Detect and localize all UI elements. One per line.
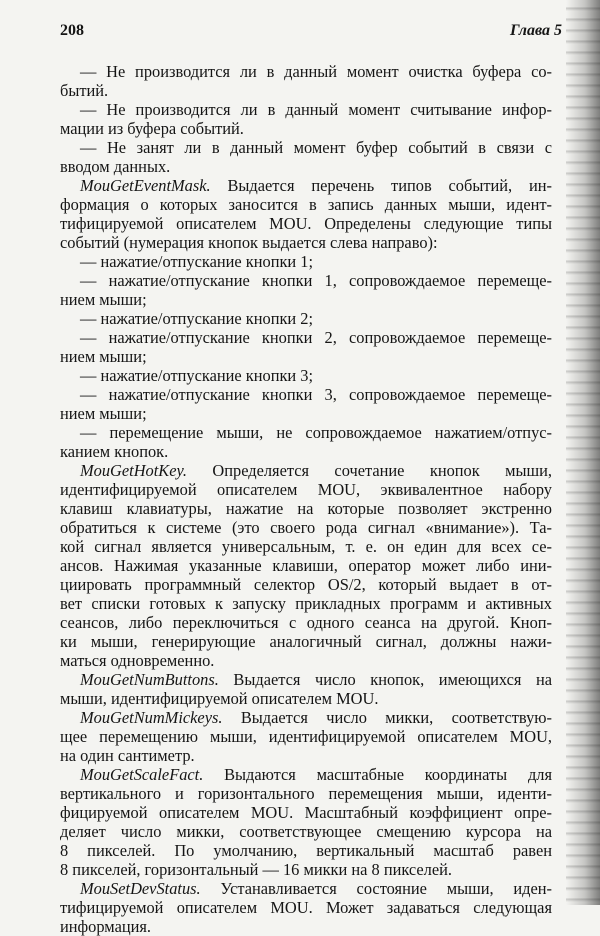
line-text: нием мыши; [60,290,147,309]
text-line [60,898,552,917]
function-name: MouGetScaleFact. [80,765,204,784]
text-line [60,100,552,119]
line-text: щее перемещению мыши, идентифицируемой описателем MOU, [60,727,552,746]
text-line [60,879,552,898]
text-line [60,385,552,404]
line-text: тифицируемой описателем MOU. Определены следующие типы [60,214,552,233]
line-text: ансов. Нажимая указанные клавиши, оператор может либо ини- [60,556,552,575]
function-name: MouGetNumMickeys. [80,708,223,727]
line-text: канием кнопок. [60,442,169,461]
text-line [60,138,552,157]
line-text: — Не занят ли в данный момент буфер событий в связи с [80,138,552,157]
line-text: формация о которых заносится в запись данных мыши, идент- [60,195,552,214]
line-text: Выдаются масштабные координаты для [203,765,552,784]
text-line [60,537,552,556]
chapter-title: Глава 5 [509,22,562,39]
line-text: бытий. [60,81,109,100]
text-line [60,157,552,176]
line-text: нием мыши; [60,404,147,423]
function-name: MouGetNumButtons. [80,670,219,689]
text-line [60,233,552,252]
text-line [60,404,552,423]
text-line [60,727,552,746]
text-line [60,670,552,689]
line-text: Выдается перечень типов событий, ин- [210,176,552,195]
text-line [60,423,552,442]
text-line [60,765,552,784]
line-text: информация. [60,917,152,936]
text-body [60,62,552,936]
text-line [60,689,552,708]
line-text: Определяется сочетание кнопок мыши, [186,461,552,480]
text-line [60,803,552,822]
text-line [60,518,552,537]
text-line [60,62,552,81]
text-line [60,613,552,632]
line-text: событий (нумерация кнопок выдается слева направо): [60,233,438,252]
text-line [60,328,552,347]
text-line [60,651,552,670]
text-line [60,556,552,575]
line-text: — нажатие/отпускание кнопки 3; [80,366,314,385]
text-line [60,822,552,841]
line-text: — нажатие/отпускание кнопки 2, сопровождаемое перемеще- [80,328,552,347]
line-text: Устанавливается состояние мыши, иден- [200,879,552,898]
line-text: вертикального и горизонтального перемещения мыши, иденти- [60,784,552,803]
line-text: сеансов, либо переключиться с одного сеанса на другой. Кноп- [60,613,552,632]
line-text: — нажатие/отпускание кнопки 1; [80,252,314,271]
text-line [60,309,552,328]
line-text: циировать программный селектор OS/2, который выдает в от- [60,575,552,594]
line-text: нием мыши; [60,347,147,366]
line-text: вводом данных. [60,157,171,176]
line-text: маться одновременно. [60,651,215,670]
line-text: фицируемой описателем MOU. Масштабный коэффициент опре- [60,803,552,822]
text-line [60,632,552,651]
line-text: ки мыши, генерирующие аналогичный сигнал, должны нажи- [60,632,552,651]
function-name: MouGetHotKey. [80,461,187,480]
text-line [60,195,552,214]
text-line [60,480,552,499]
scan-edge-shadow [566,0,600,905]
line-text: клавиш клавиатуры, нажатие на которые позволяет экстренно [60,499,552,518]
text-line [60,860,552,879]
text-line [60,594,552,613]
line-text: — нажатие/отпускание кнопки 2; [80,309,314,328]
page-header [60,22,562,42]
text-line [60,784,552,803]
line-text: мации из буфера событий. [60,119,244,138]
text-line [60,176,552,195]
line-text: — Не производится ли в данный момент очистка буфера со- [80,62,552,81]
line-text: вет списки готовых к запуску прикладных программ и активных [60,594,552,613]
text-line [60,841,552,860]
line-text: мыши, идентифицируемой описателем MOU. [60,689,379,708]
line-text: тифицируемой описателем MOU. Может задаваться следующая [60,898,552,917]
line-text: обратиться к системе (это своего рода сигнал «внимание»). Та- [60,518,552,537]
text-line [60,252,552,271]
line-text: Выдается число микки, соответствую- [222,708,552,727]
line-text: — нажатие/отпускание кнопки 1, сопровождаемое перемеще- [80,271,552,290]
line-text: Выдается число кнопок, имеющихся на [218,670,552,689]
text-line [60,442,552,461]
text-line [60,347,552,366]
text-line [60,461,552,480]
line-text: — нажатие/отпускание кнопки 3, сопровождаемое перемеще- [80,385,552,404]
line-text: кой сигнал является универсальным, т. е. он един для всех се- [60,537,552,556]
text-line [60,575,552,594]
line-text: идентифицируемой описателем MOU, эквивалентное набору [60,480,552,499]
text-line [60,81,552,100]
text-line [60,290,552,309]
line-text: деляет число микки, соответствующее смещению курсора на [60,822,552,841]
text-line [60,708,552,727]
text-line [60,917,552,936]
text-line [60,119,552,138]
line-text: 8 пикселей, горизонтальный — 16 микки на 8 пикселей. [60,860,452,879]
text-line [60,366,552,385]
text-line [60,499,552,518]
function-name: MouGetEventMask. [80,176,211,195]
line-text: 8 пикселей. По умолчанию, вертикальный масштаб равен [60,841,552,860]
text-line [60,746,552,765]
line-text: — Не производится ли в данный момент считывание инфор- [80,100,552,119]
line-text: — перемещение мыши, не сопровождаемое нажатием/отпус- [80,423,552,442]
page-number: 208 [60,22,84,39]
text-line [60,214,552,233]
text-line [60,271,552,290]
line-text: на один сантиметр. [60,746,195,765]
function-name: MouSetDevStatus. [80,879,201,898]
